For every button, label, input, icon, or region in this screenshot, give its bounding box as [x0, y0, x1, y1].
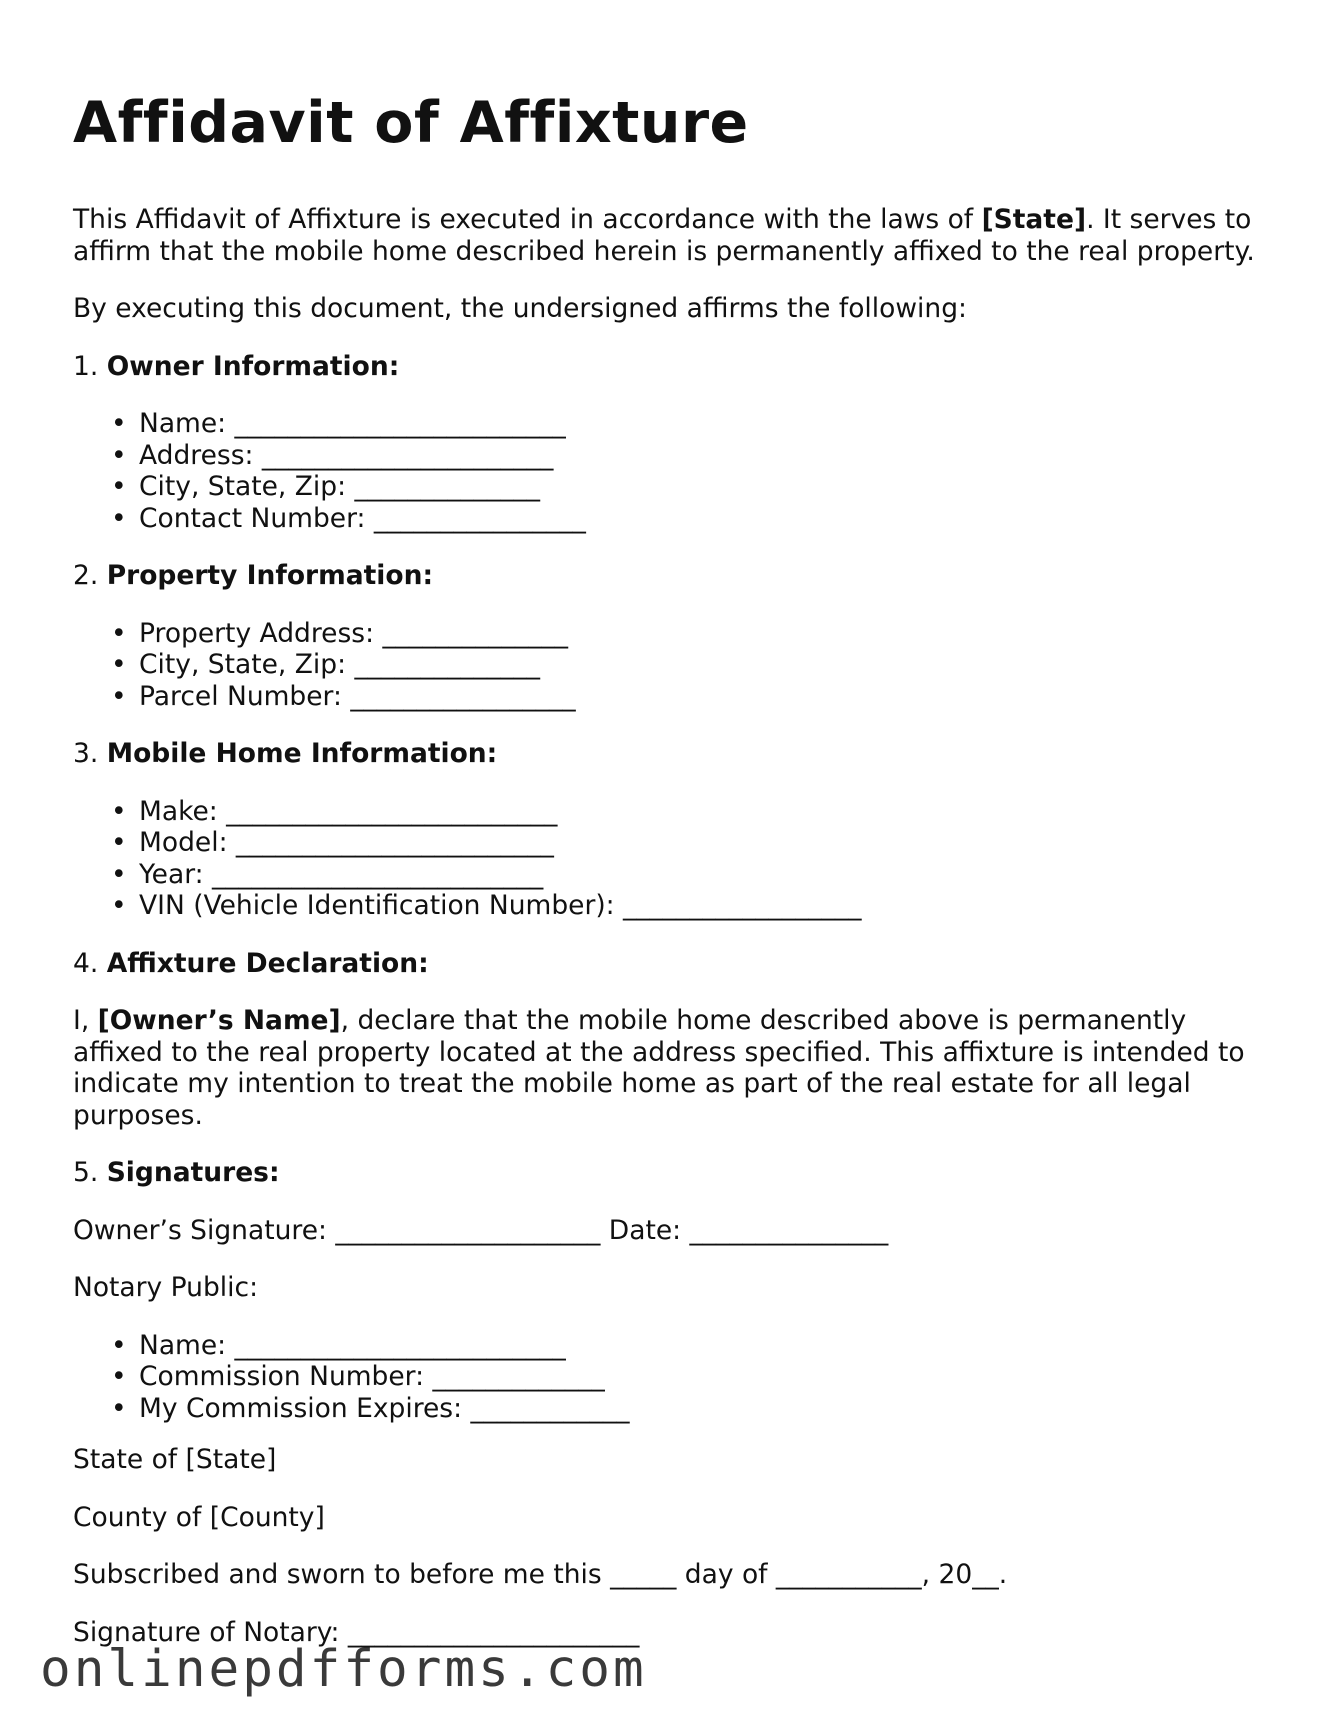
section-title: Mobile Home Information:: [106, 738, 498, 769]
notary-info-list: [73, 1330, 1273, 1425]
document-title: Affidavit of Affixture: [73, 90, 749, 156]
owner-name-field[interactable]: • Name: _________________________: [139, 408, 1273, 440]
section-signatures-heading: [73, 1157, 1273, 1189]
section-title: Signatures:: [106, 1157, 280, 1188]
owner-signature-line[interactable]: Owner’s Signature: ____________________ Date: _______________: [73, 1214, 889, 1246]
section-number: 2.: [73, 560, 107, 591]
section-title: Property Information:: [106, 560, 434, 591]
property-info-list: [73, 618, 1273, 713]
section-number: 4.: [73, 947, 107, 979]
document-page: [73, 88, 1273, 1674]
watermark-logo: onlinepdfforms.com: [40, 1640, 647, 1699]
affirm-paragraph: By executing this document, the undersigned affirms the following:: [73, 293, 967, 324]
owner-contact-number-field[interactable]: • Contact Number: ________________: [139, 503, 1273, 535]
notary-signature-line[interactable]: Signature of Notary: ______________________: [73, 1616, 640, 1648]
section-number: 3.: [73, 738, 107, 769]
section-title: Affixture Declaration:: [106, 947, 429, 979]
section-number: 1.: [73, 350, 107, 382]
commission-expires-field[interactable]: • My Commission Expires: ____________: [139, 1393, 1273, 1425]
intro-state: [State]: [981, 204, 1087, 235]
notary-name-field[interactable]: • Name: _________________________: [139, 1330, 1273, 1362]
section-declaration-heading: [73, 948, 1273, 980]
intro-text-before: This Affidavit of Affixture is executed in accordance with the laws of: [73, 204, 982, 235]
section-owner-heading: [73, 351, 1273, 383]
declaration-owner-name: [Owner’s Name]: [97, 1005, 341, 1036]
intro-paragraph: [73, 204, 1273, 267]
county-line: County of [County]: [73, 1501, 325, 1533]
property-address-field[interactable]: • Property Address: ______________: [139, 618, 1273, 650]
owner-city-state-zip-field[interactable]: • City, State, Zip: ______________: [139, 471, 1273, 503]
section-title: Owner Information:: [106, 350, 400, 382]
owner-info-list: [73, 408, 1273, 534]
declaration-paragraph: [73, 1005, 1273, 1131]
intro-text-after: . It serves to affirm that the mobile home described herein is permanently affixed to the real property.: [73, 204, 1255, 267]
vin-field[interactable]: • VIN (Vehicle Identification Number): __________________: [139, 890, 1273, 922]
make-field[interactable]: • Make: _________________________: [139, 796, 1273, 828]
parcel-number-field[interactable]: • Parcel Number: _________________: [139, 681, 1273, 713]
property-city-state-zip-field[interactable]: • City, State, Zip: ______________: [139, 649, 1273, 681]
notary-public-label: Notary Public:: [73, 1272, 259, 1303]
state-line: State of [State]: [73, 1444, 277, 1475]
commission-number-field[interactable]: • Commission Number: _____________: [139, 1361, 1273, 1393]
section-mobile-home-heading: [73, 738, 1273, 770]
section-number: 5.: [73, 1157, 107, 1188]
model-field[interactable]: • Model: ________________________: [139, 827, 1273, 859]
mobile-home-info-list: [73, 796, 1273, 922]
owner-address-field[interactable]: • Address: ______________________: [139, 440, 1273, 472]
sworn-line[interactable]: Subscribed and sworn to before me this _____ day of ___________, 20__.: [73, 1559, 1008, 1590]
declaration-text-before: I,: [73, 1005, 98, 1036]
declaration-text-after: , declare that the mobile home described above is permanently affixed to the real property located at the address specified. This affixture is intended to indicate my intention to treat the mobile home as part of the real estate for all legal purposes.: [73, 1005, 1245, 1131]
year-field[interactable]: • Year: _________________________: [139, 859, 1273, 891]
section-property-heading: [73, 560, 1273, 592]
